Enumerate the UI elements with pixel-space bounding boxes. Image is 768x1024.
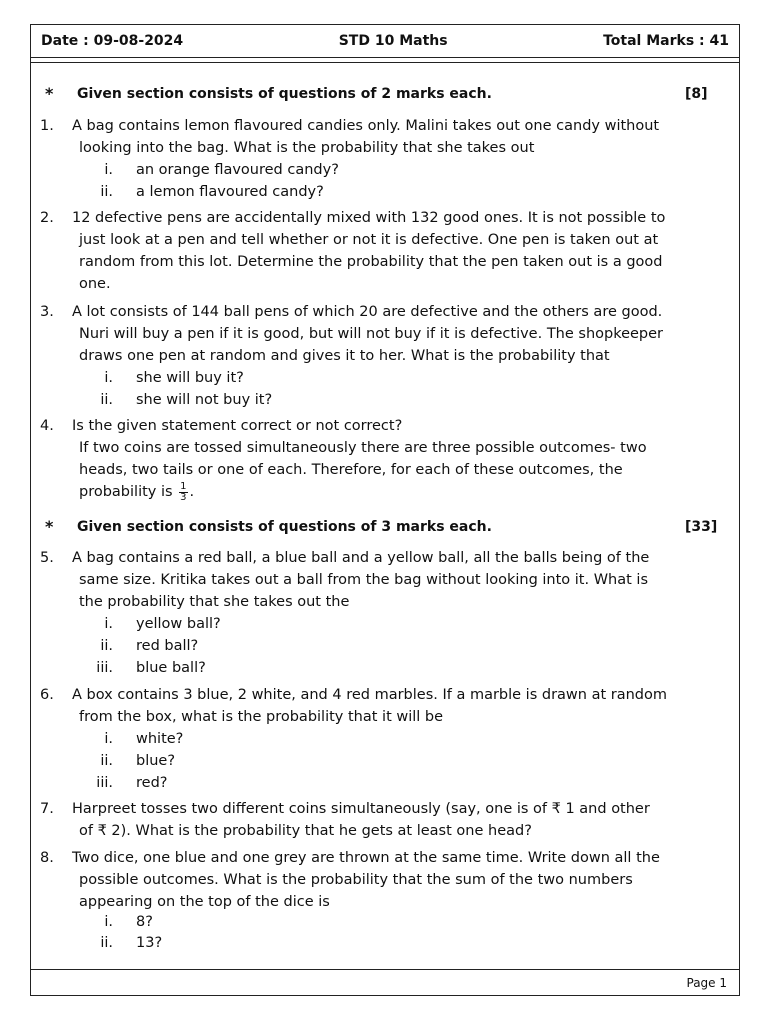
question-text: Is the given statement correct or not correct? — [72, 418, 403, 434]
page-number: Page 1 — [686, 976, 727, 990]
fraction-denominator: 3 — [180, 491, 187, 503]
question-text: same size. Kritika takes out a ball from the bag without looking into it. What is — [79, 572, 649, 588]
sub-text: red? — [136, 775, 168, 791]
question-text: just look at a pen and tell whether or not it is defective. One pen is taken out at — [79, 232, 659, 248]
question-text: possible outcomes. What is the probability that the sum of the two numbers — [79, 872, 633, 888]
sub-number: i. — [104, 162, 113, 178]
sub-text: she will buy it? — [136, 370, 244, 386]
section-title: Given section consists of questions of 2 marks each. — [77, 86, 492, 102]
question-number: 6. — [40, 687, 54, 703]
sub-number: iii. — [96, 775, 113, 791]
question-text: draws one pen at random and gives it to her. What is the probability that — [79, 348, 610, 364]
sub-text: she will not buy it? — [136, 392, 273, 408]
sub-number: ii. — [100, 753, 113, 769]
question-text: from the box, what is the probability that it will be — [79, 709, 444, 725]
question-text: If two coins are tossed simultaneously there are three possible outcomes- two — [79, 440, 647, 456]
sub-text: red ball? — [136, 638, 199, 654]
section-star: * — [45, 517, 54, 536]
subject-title: STD 10 Maths — [338, 33, 448, 49]
fraction-one-third — [179, 482, 187, 503]
question-number: 2. — [40, 210, 54, 226]
sub-number: ii. — [100, 638, 113, 654]
question-text: one. — [79, 276, 111, 292]
question-text: the probability that she takes out the — [79, 594, 350, 610]
sub-number: ii. — [100, 935, 113, 951]
question-paper-frame — [30, 24, 740, 996]
footer-divider — [31, 969, 739, 970]
question-text: Nuri will buy a pen if it is good, but will not buy if it is defective. The shopkeeper — [79, 326, 664, 342]
question-text: A lot consists of 144 ball pens of which 20 are defective and the others are good. — [72, 304, 663, 320]
sub-text: a lemon flavoured candy? — [136, 184, 324, 200]
sub-number: i. — [104, 914, 113, 930]
question-text: heads, two tails or one of each. Therefore, for each of these outcomes, the — [79, 462, 623, 478]
question-text: A box contains 3 blue, 2 white, and 4 red marbles. If a marble is drawn at random — [72, 687, 668, 703]
exam-date: Date : 09-08-2024 — [41, 33, 184, 49]
sub-number: i. — [104, 370, 113, 386]
question-text: probability is — [79, 484, 173, 500]
paper-header — [31, 25, 739, 58]
question-number: 8. — [40, 850, 54, 866]
section-star: * — [45, 84, 54, 103]
sub-text: 13? — [136, 935, 163, 951]
question-number: 5. — [40, 550, 54, 566]
sub-text: yellow ball? — [136, 616, 221, 632]
question-text: A bag contains lemon flavoured candies only. Malini takes out one candy without — [72, 118, 660, 134]
sub-number: ii. — [100, 392, 113, 408]
question-text: looking into the bag. What is the probability that she takes out — [79, 140, 535, 156]
question-text: Two dice, one blue and one grey are thrown at the same time. Write down all the — [72, 850, 660, 866]
question-text: appearing on the top of the dice is — [79, 894, 330, 910]
question-text: random from this lot. Determine the probability that the pen taken out is a good — [79, 254, 663, 270]
sub-text: an orange flavoured candy? — [136, 162, 339, 178]
sub-text: white? — [136, 731, 184, 747]
question-number: 1. — [40, 118, 54, 134]
sub-number: i. — [104, 731, 113, 747]
fraction-tail: . — [189, 484, 195, 500]
fraction-numerator: 1 — [180, 480, 187, 492]
sub-text: blue? — [136, 753, 176, 769]
header-divider — [31, 62, 739, 63]
sub-text: 8? — [136, 914, 153, 930]
sub-number: iii. — [96, 660, 113, 676]
section-marks: [33] — [685, 519, 718, 535]
section-marks: [8] — [685, 86, 708, 102]
question-text: 12 defective pens are accidentally mixed with 132 good ones. It is not possible to — [72, 210, 666, 226]
total-marks: Total Marks : 41 — [603, 33, 729, 49]
sub-text: blue ball? — [136, 660, 206, 676]
question-number: 3. — [40, 304, 54, 320]
question-text: Harpreet tosses two different coins simultaneously (say, one is of ₹ 1 and other — [72, 801, 650, 817]
section-title: Given section consists of questions of 3 marks each. — [77, 519, 492, 535]
question-text: A bag contains a red ball, a blue ball and a yellow ball, all the balls being of the — [72, 550, 650, 566]
question-text: of ₹ 2). What is the probability that he gets at least one head? — [79, 823, 532, 839]
question-number: 7. — [40, 801, 54, 817]
question-number: 4. — [40, 418, 54, 434]
sub-number: ii. — [100, 184, 113, 200]
question-text-with-fraction — [79, 481, 194, 503]
sub-number: i. — [104, 616, 113, 632]
